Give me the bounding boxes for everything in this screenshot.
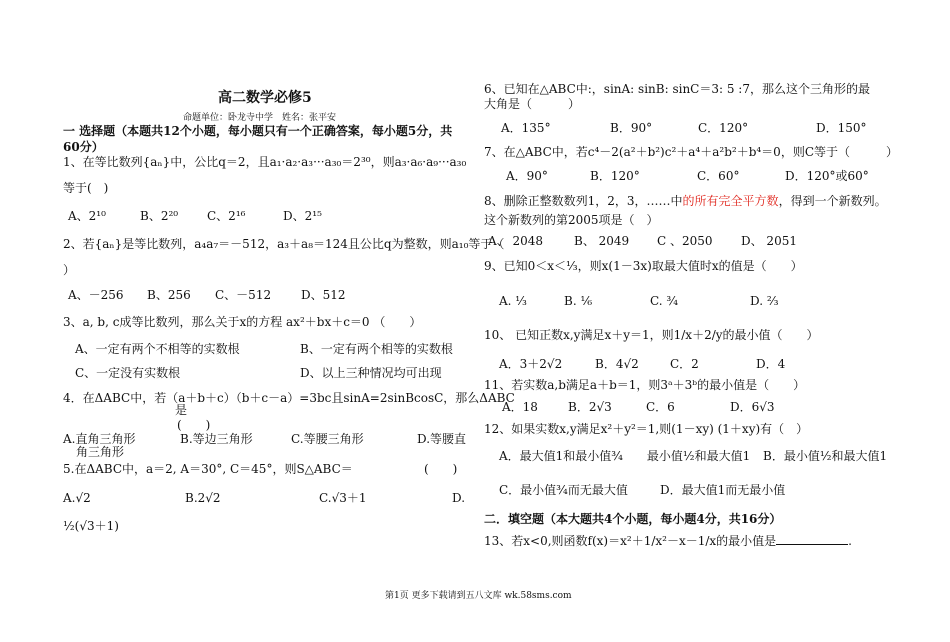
q6-option-a: A．135° bbox=[501, 121, 551, 135]
q1-stem: 1、在等比数列{aₙ}中，公比q＝2，且a₁·a₂·a₃···a₃₀＝2³⁰，则a₃·a₆·a₉···a₃₀ bbox=[63, 155, 467, 169]
q12-option-b: B．最小值½和最大值1 bbox=[763, 449, 888, 463]
q12-stem: 12、如果实数x,y满足x²＋y²＝1,则(1－xy) (1＋xy)有（ ） bbox=[484, 422, 809, 436]
q4-option-b: B.等边三角形 bbox=[180, 432, 253, 446]
q4-option-a: A.直角三角形 bbox=[63, 432, 136, 446]
q1-option-d: D、2¹⁵ bbox=[283, 209, 322, 223]
q12-option-d: D．最大值1而无最小值 bbox=[660, 483, 786, 497]
q8-stem-cont: 这个新数列的第2005项是（ ） bbox=[484, 213, 659, 227]
q6-stem-cont: 大角是（ ） bbox=[484, 97, 581, 111]
q11-option-b: B．2√3 bbox=[568, 400, 612, 414]
q4-option-a-wrap: 角三角形 bbox=[76, 445, 125, 459]
q2-stem: 2、若{aₙ}是等比数列，a₄a₇＝－512，a₃＋a₈＝124且公比q为整数，则a₁₀等于（ bbox=[63, 237, 505, 251]
q8-option-d: D、 2051 bbox=[741, 234, 797, 248]
q2-option-d: D、512 bbox=[301, 288, 346, 302]
q6-option-c: C．120° bbox=[698, 121, 749, 135]
section1-heading-cont: 60分） bbox=[63, 140, 104, 154]
q11-option-d: D．6√3 bbox=[730, 400, 775, 414]
q5-paren: ( ) bbox=[424, 462, 458, 476]
q9-option-c: C. ¾ bbox=[650, 294, 679, 308]
q13-stem-text: 13、若x<0,则函数f(x)＝x²＋1/x²－x－1/x的最小值是 bbox=[484, 534, 777, 548]
q8-stem-b: ，得到一个新数列。 bbox=[778, 194, 887, 208]
q10-option-a: A．3＋2√2 bbox=[499, 357, 563, 371]
q13-answer-blank bbox=[776, 532, 848, 545]
q4-paren: ( ) bbox=[177, 418, 211, 432]
q8-stem bbox=[484, 193, 887, 209]
q3-option-d: D、以上三种情况均可出现 bbox=[300, 366, 442, 380]
q4-option-d: D.等腰直 bbox=[417, 432, 467, 446]
q7-option-c: C．60° bbox=[697, 169, 740, 183]
q7-option-b: B．120° bbox=[590, 169, 640, 183]
q2-option-c: C、－512 bbox=[215, 288, 272, 302]
q12-option-c: C．最小值¾而无最大值 bbox=[499, 483, 628, 497]
q11-option-a: A．18 bbox=[502, 400, 538, 414]
q10-option-c: C．2 bbox=[670, 357, 699, 371]
q5-option-a: A.√2 bbox=[63, 491, 91, 505]
q1-option-a: A、2¹⁰ bbox=[68, 209, 106, 223]
q13-stem-tail: . bbox=[848, 534, 852, 548]
q11-option-c: C．6 bbox=[646, 400, 675, 414]
section2-heading: 二．填空题（本大题共4个小题，每小题4分，共16分） bbox=[484, 512, 782, 526]
q10-stem: 10、 已知正数x,y满足x＋y＝1，则1/x＋2/y的最小值（ ） bbox=[484, 328, 819, 342]
q9-option-d: D. ⅔ bbox=[750, 294, 779, 308]
q5-stem: 5.在ΔABC中，a＝2, A＝30°, C＝45°，则S△ABC＝ bbox=[63, 462, 353, 476]
q2-option-a: A、－256 bbox=[68, 288, 124, 302]
q4-stem: 4．在ΔABC中，若（a＋b＋c）（b＋c－a）=3bc且sinA=2sinBcosC，那么ΔABC bbox=[63, 391, 515, 405]
q5-option-d: D. bbox=[452, 491, 466, 505]
q1-option-b: B、2²⁰ bbox=[140, 209, 179, 223]
q2-stem-cont: ） bbox=[63, 263, 76, 277]
q3-option-a: A、一定有两个不相等的实数根 bbox=[75, 342, 240, 356]
q9-stem: 9、已知0＜x＜⅓，则x(1－3x)取最大值时x的值是（ ） bbox=[484, 259, 803, 273]
q8-option-b: B、 2049 bbox=[574, 234, 630, 248]
q9-option-a: A. ⅓ bbox=[499, 294, 527, 308]
section1-heading: 一 选择题（本题共12个小题，每小题只有一个正确答案，每小题5分，共 bbox=[63, 124, 453, 138]
q3-option-c: C、一定没有实数根 bbox=[75, 366, 181, 380]
exam-meta: 命题单位：卧龙寺中学 姓名：张平安 bbox=[183, 113, 337, 123]
q5-option-d-value: ½(√3＋1) bbox=[63, 519, 119, 533]
q3-stem: 3、a, b, c成等比数列，那么关于x的方程 ax²＋bx＋c＝0 （ ） bbox=[63, 315, 422, 329]
q4-option-c: C.等腰三角形 bbox=[291, 432, 364, 446]
q4-stem-cont: 是 bbox=[175, 403, 188, 417]
q10-option-b: B．4√2 bbox=[595, 357, 639, 371]
q7-stem: 7、在△ABC中，若c⁴－2(a²＋b²)c²＋a⁴＋a²b²＋b⁴＝0，则C等于（ ） bbox=[484, 145, 899, 159]
q9-option-b: B. ⅙ bbox=[564, 294, 593, 308]
q13-stem bbox=[484, 532, 852, 549]
q5-option-b: B.2√2 bbox=[185, 491, 221, 505]
q3-option-b: B、一定有两个相等的实数根 bbox=[300, 342, 453, 356]
page-footer: 第1页 更多下载请到五八文库 wk.58sms.com bbox=[385, 591, 572, 601]
q8-option-a: A、 2048 bbox=[488, 234, 544, 248]
q6-option-b: B．90° bbox=[610, 121, 653, 135]
q8-option-c: C 、2050 bbox=[657, 234, 713, 248]
q1-stem-cont: 等于( ) bbox=[63, 181, 109, 195]
q6-option-d: D．150° bbox=[816, 121, 867, 135]
q6-stem: 6、已知在△ABC中:，sinA: sinB: sinC＝3: 5 :7，那么这个三角形的最 bbox=[484, 82, 870, 96]
q2-option-b: B、256 bbox=[147, 288, 191, 302]
q8-stem-a: 8、删除正整数数列1，2，3，……中 bbox=[484, 194, 683, 208]
q5-option-c: C.√3＋1 bbox=[319, 491, 367, 505]
q11-stem: 11、若实数a,b满足a＋b＝1，则3ᵃ＋3ᵇ的最小值是（ ） bbox=[484, 378, 806, 392]
q7-option-a: A．90° bbox=[506, 169, 548, 183]
page-title: 高二数学必修5 bbox=[218, 90, 312, 106]
q10-option-d: D．4 bbox=[756, 357, 786, 371]
q1-option-c: C、2¹⁶ bbox=[207, 209, 246, 223]
q8-stem-highlight: 的所有完全平方数 bbox=[682, 194, 779, 208]
q7-option-d: D．120°或60° bbox=[785, 169, 869, 183]
q12-option-a: A．最大值1和最小值¾ 最小值½和最大值1 bbox=[499, 449, 751, 463]
